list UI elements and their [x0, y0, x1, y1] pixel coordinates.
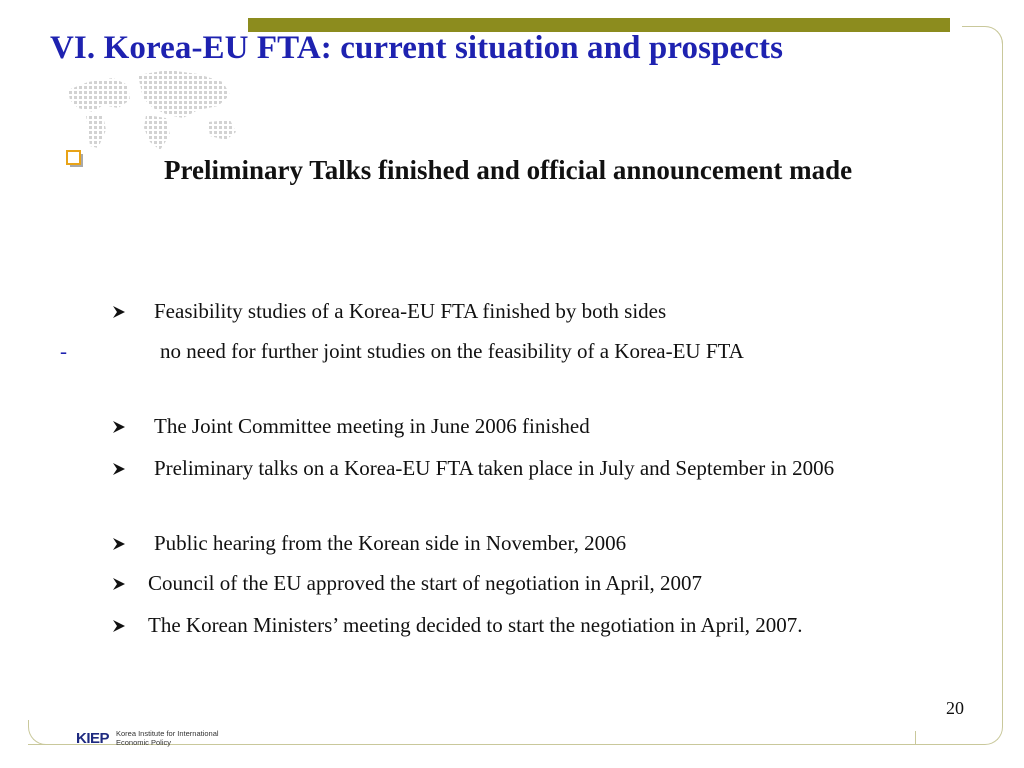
logo-mark: KIEP: [76, 730, 110, 747]
footer-divider: [915, 731, 916, 745]
arrow-right-icon: [112, 462, 126, 476]
world-map-icon: [58, 60, 248, 160]
list-item-text: Preliminary talks on a Korea-EU FTA taken place in July and September in 2006: [154, 456, 835, 480]
list-item: [60, 336, 954, 367]
list-item: [112, 528, 954, 559]
list-item-text: Feasibility studies of a Korea-EU FTA finished by both sides: [154, 299, 667, 323]
arrow-right-icon: [112, 619, 126, 633]
kiep-logo: [76, 728, 226, 750]
list-item-text: Public hearing from the Korean side in November, 2006: [154, 531, 627, 555]
arrow-right-icon: [112, 577, 126, 591]
logo-text: Korea Institute for International Economic Policy: [116, 729, 219, 747]
checkbox-square-icon: [66, 150, 84, 168]
page-number: 20: [946, 698, 964, 718]
list-item: [112, 411, 954, 442]
list-item: [112, 296, 954, 327]
list-item-text: Council of the EU approved the start of negotiation in April, 2007: [148, 571, 703, 595]
arrow-right-icon: [112, 420, 126, 434]
list-item-text: The Joint Committee meeting in June 2006 finished: [154, 414, 590, 438]
list-item-text: The Korean Ministers’ meeting decided to start the negotiation in April, 2007.: [148, 613, 803, 637]
list-item-text: no need for further joint studies on the feasibility of a Korea-EU FTA: [160, 339, 744, 363]
slide-frame-corner: [962, 26, 1003, 57]
main-point: Preliminary Talks finished and official announcement made: [164, 155, 853, 185]
list-item: [112, 610, 954, 641]
dash-icon: -: [60, 339, 67, 363]
arrow-right-icon: [112, 305, 126, 319]
arrow-right-icon: [112, 537, 126, 551]
list-item: [112, 568, 954, 599]
list-item: [112, 453, 954, 484]
slide-title: VI. Korea-EU FTA: current situation and prospects: [50, 30, 784, 66]
